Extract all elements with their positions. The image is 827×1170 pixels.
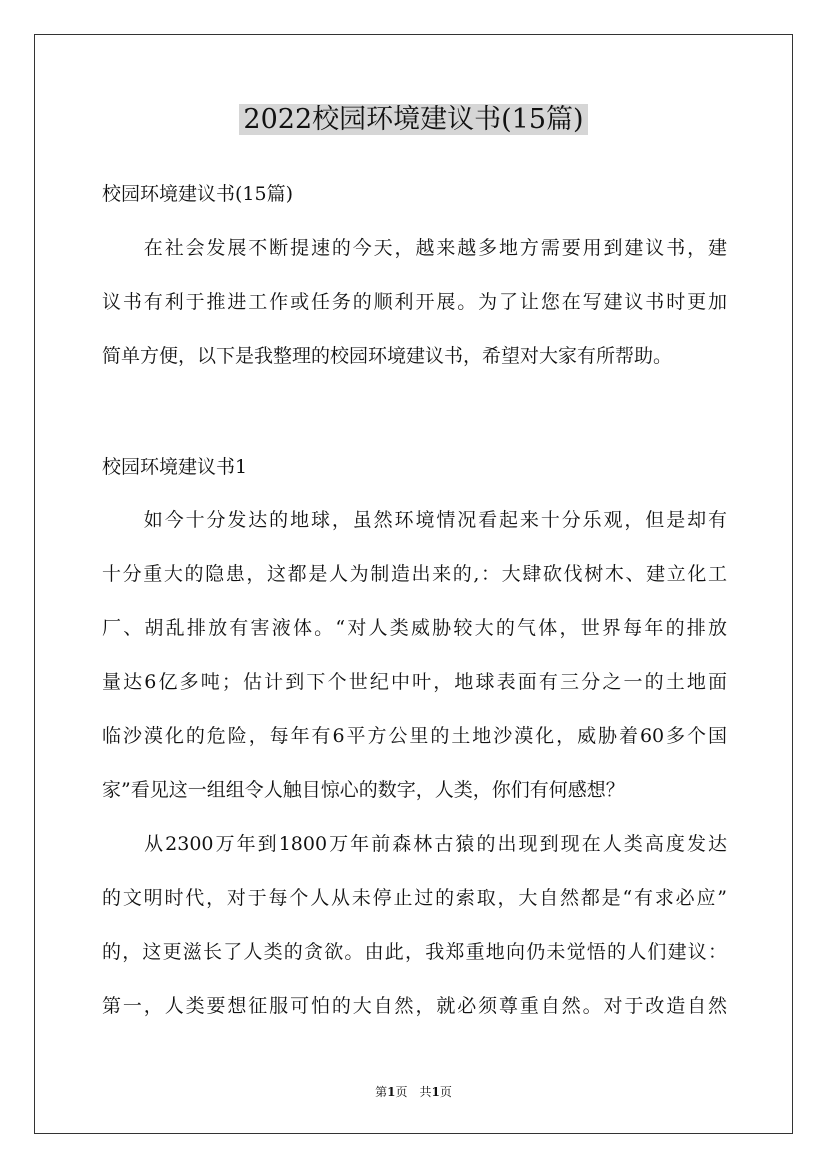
footer-total-suffix: 页: [439, 1085, 452, 1099]
page-footer: [0, 1084, 827, 1100]
body-line-6: 家”看见这一组组令人触目惊心的数字，人类，你们有何感想？: [102, 779, 625, 801]
body-line-8: 的文明时代，对于每个人从未停止过的索取，大自然都是“有求必应”: [102, 887, 727, 909]
body-line-4: 量达6亿多吨；估计到下个世纪中叶，地球表面有三分之一的土地面: [102, 671, 727, 693]
section-heading: 校园环境建议书1: [102, 456, 248, 478]
document-subtitle: 校园环境建议书(15篇): [102, 183, 294, 205]
body-line-3: 厂、胡乱排放有害液体。“对人类威胁较大的气体，世界每年的排放: [102, 617, 727, 639]
body-line-5: 临沙漠化的危险，每年有6平方公里的土地沙漠化，威胁着60多个国: [102, 725, 727, 747]
body-line-7: 从2300万年到1800万年前森林古猿的出现到现在人类高度发达: [102, 833, 727, 855]
body-line-10: 第一，人类要想征服可怕的大自然，就必须尊重自然。对于改造自然: [102, 995, 727, 1017]
footer-total-pages: 1: [431, 1085, 440, 1099]
body-line-1: 如今十分发达的地球，虽然环境情况看起来十分乐观，但是却有: [102, 509, 727, 531]
document-title-text: 2022校园环境建议书(15篇): [239, 104, 587, 135]
body-line-9: 的，这更滋长了人类的贪欲。由此，我郑重地向仍未觉悟的人们建议：: [102, 941, 727, 963]
footer-page-suffix: 页 共: [395, 1085, 432, 1099]
intro-line-2: 议书有利于推进工作或任务的顺利开展。为了让您在写建议书时更加: [102, 291, 727, 313]
intro-line-3: 简单方便，以下是我整理的校园环境建议书，希望对大家有所帮助。: [102, 345, 673, 367]
intro-line-1: 在社会发展不断提速的今天，越来越多地方需要用到建议书，建: [102, 237, 727, 259]
body-line-2: 十分重大的隐患，这都是人为制造出来的,：大肆砍伐树木、建立化工: [102, 563, 727, 585]
footer-page-number: 1: [387, 1085, 396, 1099]
footer-prefix: 第: [375, 1085, 388, 1099]
document-title: [0, 100, 827, 140]
